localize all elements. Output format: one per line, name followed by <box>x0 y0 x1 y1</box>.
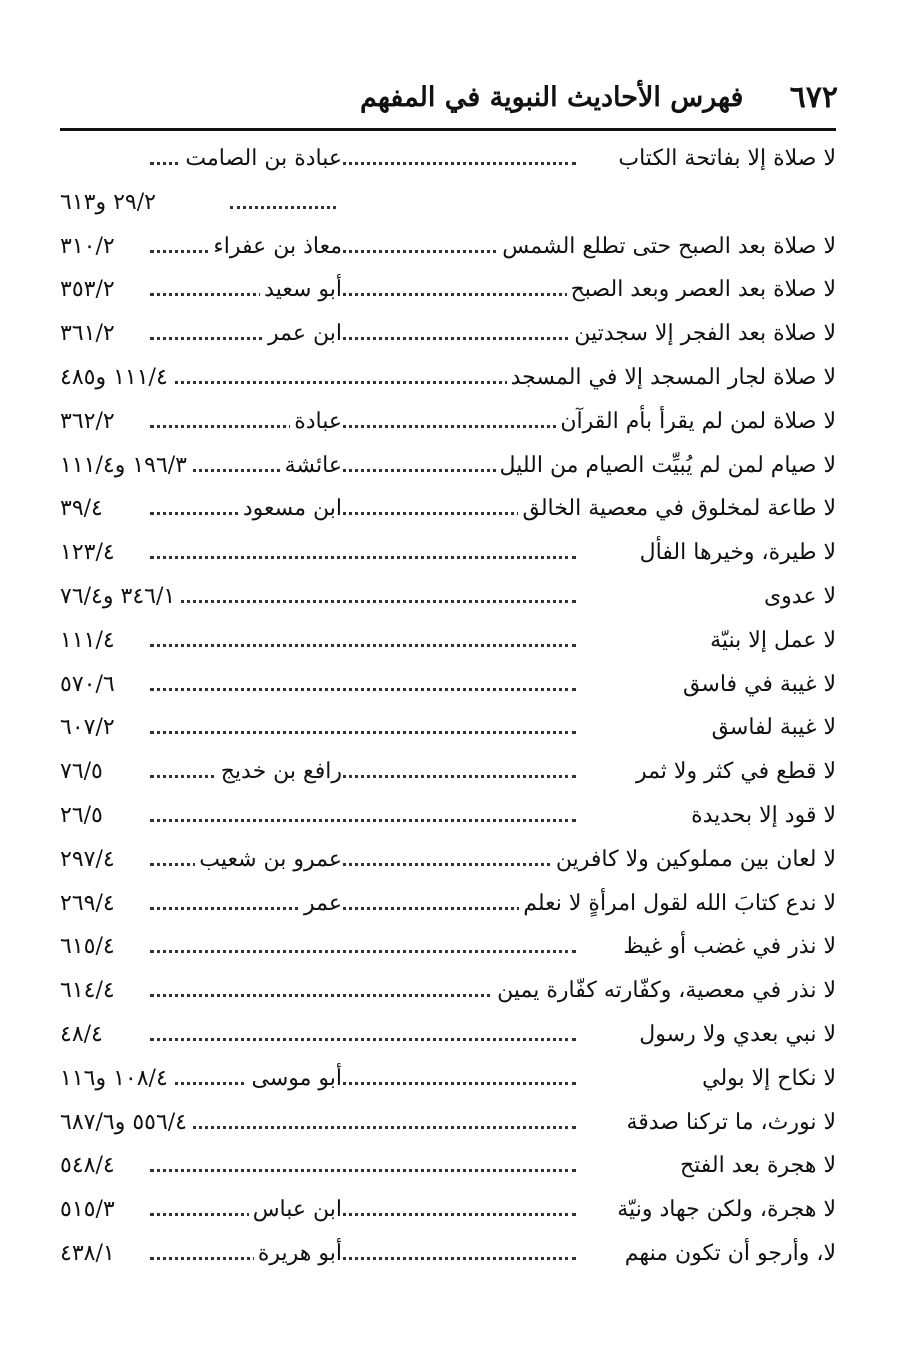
hadith-text: لا نبي بعدي ولا رسول <box>635 1022 836 1047</box>
hadith-index-list <box>60 140 836 1279</box>
leader-dots <box>150 600 576 603</box>
hadith-text: لا هجرة، ولكن جهاد ونيّة <box>613 1197 836 1222</box>
narrator-name: ابن عباس <box>249 1197 342 1222</box>
leader-dots <box>150 1257 576 1260</box>
volume-page-ref: ٢٩/٢ و٦١٣ <box>60 190 162 215</box>
hadith-text: لا صلاة لمن لم يقرأ بأم القرآن <box>556 409 836 434</box>
narrator-name: عبادة بن الصامت <box>181 146 342 171</box>
volume-page-ref: ٧٦/٥ <box>60 759 109 784</box>
leader-dots <box>150 688 576 691</box>
index-entry <box>60 841 836 885</box>
volume-page-ref: ٦١٥/٤ <box>60 934 121 959</box>
hadith-text: لا لعان بين مملوكين ولا كافرين <box>552 847 836 872</box>
hadith-text: لا طيرة، وخيرها الفأل <box>636 540 836 565</box>
leader-dots <box>150 337 576 340</box>
hadith-text: لا غيبة في فاسق <box>679 672 836 697</box>
index-entry <box>60 578 836 622</box>
index-entry <box>60 359 836 403</box>
volume-page-ref: ٣٦٢/٢ <box>60 409 121 434</box>
hadith-text: لا هجرة بعد الفتح <box>676 1153 836 1178</box>
volume-page-ref: ٥١٥/٣ <box>60 1197 121 1222</box>
hadith-text: لا، وأرجو أن تكون منهم <box>621 1241 836 1266</box>
narrator-name: أبو موسى <box>247 1066 342 1091</box>
leader-dots <box>150 731 576 734</box>
index-entry <box>60 140 836 184</box>
volume-page-ref: ٦٠٧/٢ <box>60 715 121 740</box>
index-entry <box>60 271 836 315</box>
hadith-text: لا نذر في غضب أو غيظ <box>619 934 836 959</box>
index-entry <box>60 797 836 841</box>
index-entry <box>60 1060 836 1104</box>
index-entry <box>60 490 836 534</box>
hadith-text: لا طاعة لمخلوق في معصية الخالق <box>518 496 836 521</box>
index-entry <box>60 972 836 1016</box>
volume-page-ref: ٤٨/٤ <box>60 1022 109 1047</box>
index-entry <box>60 228 836 272</box>
volume-page-ref: ٥٥٦/٤ و٦٨٧/٦ <box>60 1110 193 1135</box>
leader-dots <box>150 425 576 428</box>
narrator-name: أبو هريرة <box>254 1241 342 1266</box>
narrator-name: ابن مسعود <box>239 496 342 521</box>
volume-page-ref: ٦١٤/٤ <box>60 978 121 1003</box>
leader-dots <box>150 819 576 822</box>
page-header <box>60 72 838 122</box>
volume-page-ref: ٤٣٨/١ <box>60 1241 121 1266</box>
leader-dots <box>150 1082 576 1085</box>
narrator-name: عمرو بن شعيب <box>195 847 342 872</box>
narrator-name: ابن عمر <box>264 321 342 346</box>
hadith-text: لا صلاة بعد العصر وبعد الصبح <box>567 277 836 302</box>
hadith-text: لا عمل إلا بنيّة <box>706 628 836 653</box>
hadith-text: لا قطع في كثر ولا ثمر <box>632 759 836 784</box>
index-entry <box>60 447 836 491</box>
hadith-text: لا نذر في معصية، وكفّارته كفّارة يمين <box>493 978 836 1003</box>
index-entry <box>60 709 836 753</box>
volume-page-ref: ٣١٠/٢ <box>60 234 121 259</box>
leader-dots <box>150 1126 576 1129</box>
volume-page-ref: ٣٥٣/٢ <box>60 277 121 302</box>
hadith-text: لا عدوى <box>760 584 836 609</box>
leader-dots <box>150 556 576 559</box>
narrator-name: معاذ بن عفراء <box>209 234 342 259</box>
index-entry <box>60 1235 836 1279</box>
index-entry <box>60 403 836 447</box>
hadith-text: لا نكاح إلا بولي <box>698 1066 836 1091</box>
volume-page-ref: ١٢٣/٤ <box>60 540 121 565</box>
page-title: فهرس الأحاديث النبوية في المفهم <box>360 81 744 113</box>
leader-dots <box>150 907 576 910</box>
hadith-text: لا ندع كتابَ الله لقول امرأةٍ لا نعلم <box>519 891 836 916</box>
header-rule <box>60 128 836 131</box>
index-entry <box>60 885 836 929</box>
leader-dots <box>150 775 576 778</box>
volume-page-ref: ١١١/٤ <box>60 628 121 653</box>
narrator-name: رافع بن خديج <box>217 759 342 784</box>
hadith-text: لا نورث، ما تركنا صدقة <box>622 1110 836 1135</box>
hadith-text: لا صلاة لجار المسجد إلا في المسجد <box>507 365 836 390</box>
index-entry <box>60 1147 836 1191</box>
volume-page-ref: ٣٤٦/١ و٧٦/٤ <box>60 584 181 609</box>
leader-dots <box>150 1038 576 1041</box>
index-entry <box>60 1016 836 1060</box>
volume-page-ref: ٥٧٠/٦ <box>60 672 121 697</box>
volume-page-ref: ٢٩٧/٤ <box>60 847 121 872</box>
index-entry <box>60 1191 836 1235</box>
hadith-text: لا غيبة لفاسق <box>708 715 836 740</box>
index-entry <box>60 184 836 228</box>
index-entry <box>60 622 836 666</box>
volume-page-ref: ٢٦٩/٤ <box>60 891 121 916</box>
page-number: ٦٧٢ <box>789 79 838 115</box>
leader-dots <box>150 644 576 647</box>
leader-dots <box>150 1169 576 1172</box>
hadith-text: لا صيام لمن لم يُبيِّت الصيام من الليل <box>496 453 836 478</box>
index-entry <box>60 534 836 578</box>
narrator-name: عائشة <box>281 453 342 478</box>
volume-page-ref: ١٠٨/٤ و١١٦ <box>60 1066 174 1091</box>
volume-page-ref: ٣٦١/٢ <box>60 321 121 346</box>
hadith-text: لا صلاة إلا بفاتحة الكتاب <box>614 146 836 171</box>
volume-page-ref: ٣٩/٤ <box>60 496 109 521</box>
leader-dots <box>150 512 576 515</box>
volume-page-ref: ١١١/٤ و٤٨٥ <box>60 365 174 390</box>
narrator-name: أبو سعيد <box>260 277 342 302</box>
narrator-name: عبادة <box>290 409 342 434</box>
leader-dots <box>150 950 576 953</box>
index-entry <box>60 928 836 972</box>
index-entry <box>60 1104 836 1148</box>
volume-page-ref: ٥٤٨/٤ <box>60 1153 121 1178</box>
hadith-text: لا صلاة بعد الصبح حتى تطلع الشمس <box>498 234 836 259</box>
index-entry <box>60 666 836 710</box>
index-entry <box>60 315 836 359</box>
leader-dots <box>150 293 576 296</box>
volume-page-ref: ٢٦/٥ <box>60 803 109 828</box>
leader-dots <box>230 206 336 209</box>
leader-dots <box>150 1213 576 1216</box>
volume-page-ref: ١٩٦/٣ و١١١/٤ <box>60 453 193 478</box>
hadith-text: لا صلاة بعد الفجر إلا سجدتين <box>570 321 836 346</box>
hadith-text: لا قود إلا بحديدة <box>687 803 836 828</box>
narrator-name: عمر <box>300 891 342 916</box>
index-entry <box>60 753 836 797</box>
